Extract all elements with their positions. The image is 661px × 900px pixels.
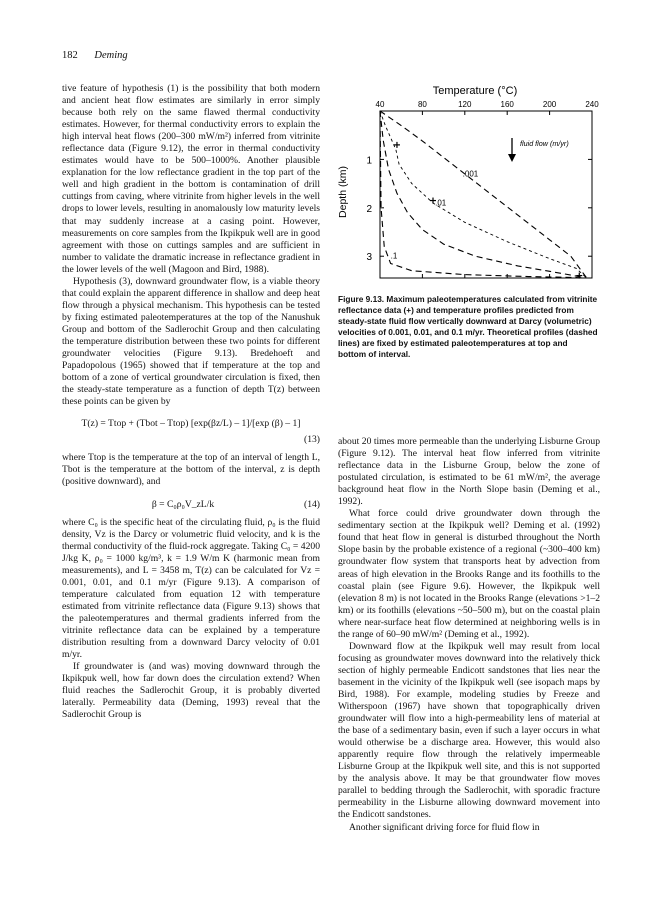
right-column bbox=[338, 436, 600, 834]
page-number: 182 bbox=[62, 50, 78, 61]
equation-13-number-row bbox=[62, 434, 320, 446]
y-axis-title: Depth (km) bbox=[337, 166, 349, 218]
right-paragraph-2: What force could drive groundwater down through the sedimentary section at the Ikpikpuk well? Deming et al. (1992) found that heat flow in general is disturbed throughout the North Slope basin by the probable existence of a regional (~300–400 km) groundwater flow system that transports heat by advection from areas of high elevation in the Brooks Range and its foothills to the coastal plain (see Figure 9.6). However, the Ikpikpuk well (elevation 8 m) is not located in the Brooks Range (elevations >1–2 km) or its foothills (elevations ~50–500 m), but on the coastal plain where near-surface heat flow determined at neighboring wells is in the range of 60–90 mW/m² (Deming et al., 1992). bbox=[338, 508, 600, 640]
series-line-2 bbox=[380, 111, 587, 278]
x-tick-label: 80 bbox=[417, 100, 427, 109]
x-axis-title: Temperature (°C) bbox=[432, 85, 518, 97]
right-paragraph-3: Downward flow at the Ikpikpuk well may result from local focusing as groundwater moves downward into the relatively thick section of highly permeable Endicott sandstones that lies near the basement in the vicinity of the Ikpikpuk well (see isopach maps by Bird, 1988). For example, modeling studies by Freeze and Witherspoon (1967) have shown that topographically driven groundwater will flow into a high-permeability lens of material at the base of a sedimentary basin, even if such a layer occurs in what would otherwise be a discharge area. However, this would also apparently require flow through the relatively impermeable Lisburne Group at the Ikpikpuk well site, and this is not supported by the analysis above. It may be that groundwater flow moves parallel to bedding through the Sadlerochit, with sporadic fracture permeability in the Lisburne allowing downward movement into the Endicott sandstones. bbox=[338, 640, 600, 821]
equation-14-text: β = C₀ρ₀V_zL/k bbox=[151, 498, 215, 510]
running-header bbox=[62, 50, 128, 61]
x-tick-label: 120 bbox=[458, 100, 472, 109]
flow-arrow-label: fluid flow (m/yr) bbox=[520, 139, 569, 148]
equation-13-text: T(z) = Ttop + (Tbot – Ttop) [exp(βz/L) – 1]/[exp (β) – 1] bbox=[81, 418, 301, 430]
equation-14-number: (14) bbox=[304, 498, 320, 510]
flow-arrow-group bbox=[508, 138, 569, 162]
chart-axes bbox=[380, 111, 592, 278]
left-column bbox=[62, 83, 320, 721]
curve-label: .001 bbox=[462, 169, 479, 179]
left-paragraph-5: If groundwater is (and was) moving downward through the Ikpikpuk well, how far down does the circulation extend? When fluid reaches the Sadlerochit Group, it is probably diverted laterally. Permeability data (Deming, 1993) reveal that the Sadlerochit Group is bbox=[62, 661, 320, 721]
figure-caption: Figure 9.13. Maximum paleotemperatures calculated from vitrinite reflectance data (+) and temperature profiles predicted from steady-state fluid flow vertically downward at Darcy (volumetric) velocities of 0.001, 0.01, and 0.1 m/yr. Theoretical profiles (dashed lines) are fixed by estimated paleotemperatures at top and bottom of interval. bbox=[338, 294, 598, 359]
x-tick-label: 240 bbox=[585, 100, 599, 109]
y-tick-label: 2 bbox=[366, 203, 372, 215]
chart-series bbox=[380, 111, 587, 279]
series-line-3 bbox=[380, 111, 587, 278]
curve-label: .1 bbox=[390, 251, 398, 261]
y-tick-label: 1 bbox=[366, 155, 372, 167]
x-tick-label: 200 bbox=[542, 100, 557, 109]
left-paragraph-3: where Ttop is the temperature at the top of an interval of length L, Tbot is the temperature at the bottom of the interval, z is depth (positive downward), and bbox=[62, 452, 320, 488]
left-paragraph-2: Hypothesis (3), downward groundwater flow, is a viable theory that could explain the apparent difference in shallow and deep heat flow through a physical mechanism. This hypothesis can be tested by fixing estimated paleotemperatures at the top of the Nanushuk Group and bottom of the Sadlerochit Group and then calculating the temperature distribution between these two points for different groundwater velocities (Figure 9.13). Bredehoeft and Papadopolous (1965) showed that if temperature at the top and bottom of a zone of vertical groundwater circulation is fixed, then the steady-state temperature as a function of depth T(z) between these points can be given by bbox=[62, 275, 320, 408]
flow-arrow-head-icon bbox=[508, 154, 516, 162]
equation-13-number: (13) bbox=[304, 434, 320, 446]
running-title: Deming bbox=[94, 50, 128, 61]
equation-13 bbox=[62, 418, 320, 430]
plot-frame bbox=[380, 111, 592, 278]
left-paragraph-1: tive feature of hypothesis (1) is the possibility that both modern and ancient heat flow estimates are similarly in error simply because both rely on the same flawed thermal conductivity estimates. However, for thermal conductivity errors to explain the high interval heat flows (200–300 mW/m²) inferred from vitrinite reflectance data (Figure 9.12), the error in thermal conductivity estimates would have to be 500–1000%. Another plausible explanation for the low reflectance gradient in the top part of the well and high gradient in the bottom is contamination of drill cuttings from caving, where vitrinite from higher levels in the well drops to lower levels, resulting in anomalously low maturity levels that may suddenly increase at a casing point. However, measurements on core samples from the Ikpikpuk well are in good agreement with those on cuttings samples and are sufficient in number to validate the dramatic increase in reflectance gradient in the lower levels of the well (Magoon and Bird, 1988). bbox=[62, 83, 320, 275]
x-tick-label: 160 bbox=[500, 100, 514, 109]
equation-14 bbox=[62, 499, 320, 511]
vitrinite-profile-line bbox=[380, 111, 587, 278]
curve-label: .01 bbox=[435, 198, 447, 208]
x-tick-label: 40 bbox=[375, 100, 385, 109]
figure-9-13-chart bbox=[330, 80, 610, 290]
y-tick-label: 3 bbox=[366, 252, 372, 264]
left-paragraph-4: where C₀ is the specific heat of the circulating fluid, ρ₀ is the fluid density, Vz is the Darcy or volumetric fluid velocity, and k is the thermal conductivity of the fluid-rock aggregate. Taking C₀ = 4200 J/kg K, ρ₀ = 1000 kg/m³, k = 1.9 W/m K (harmonic mean from measurements), and L = 3458 m, T(z) can be calculated for Vz = 0.001, 0.01, and 0.1 m/yr (Figure 9.13). A comparison of temperature calculated from equation 12 with temperature estimated from vitrinite reflectance data (Figure 9.13) shows that the paleotemperatures and thermal gradients inferred from the vitrinite reflectance data can be explained by a temperature distribution resulting from a downward Darcy velocity of 0.01 m/yr. bbox=[62, 516, 320, 661]
right-paragraph-1: about 20 times more permeable than the underlying Lisburne Group (Figure 9.12). The interval heat flow inferred from vitrinite reflectance data in the Lisburne Group, below the zone of postulated circulation, is estimated to be 61 mW/m², the average background heat flow in the North Slope basin (Deming et al., 1992). bbox=[338, 436, 600, 508]
right-paragraph-4: Another significant driving force for fluid flow in bbox=[349, 821, 540, 833]
series-line-1 bbox=[380, 111, 587, 278]
